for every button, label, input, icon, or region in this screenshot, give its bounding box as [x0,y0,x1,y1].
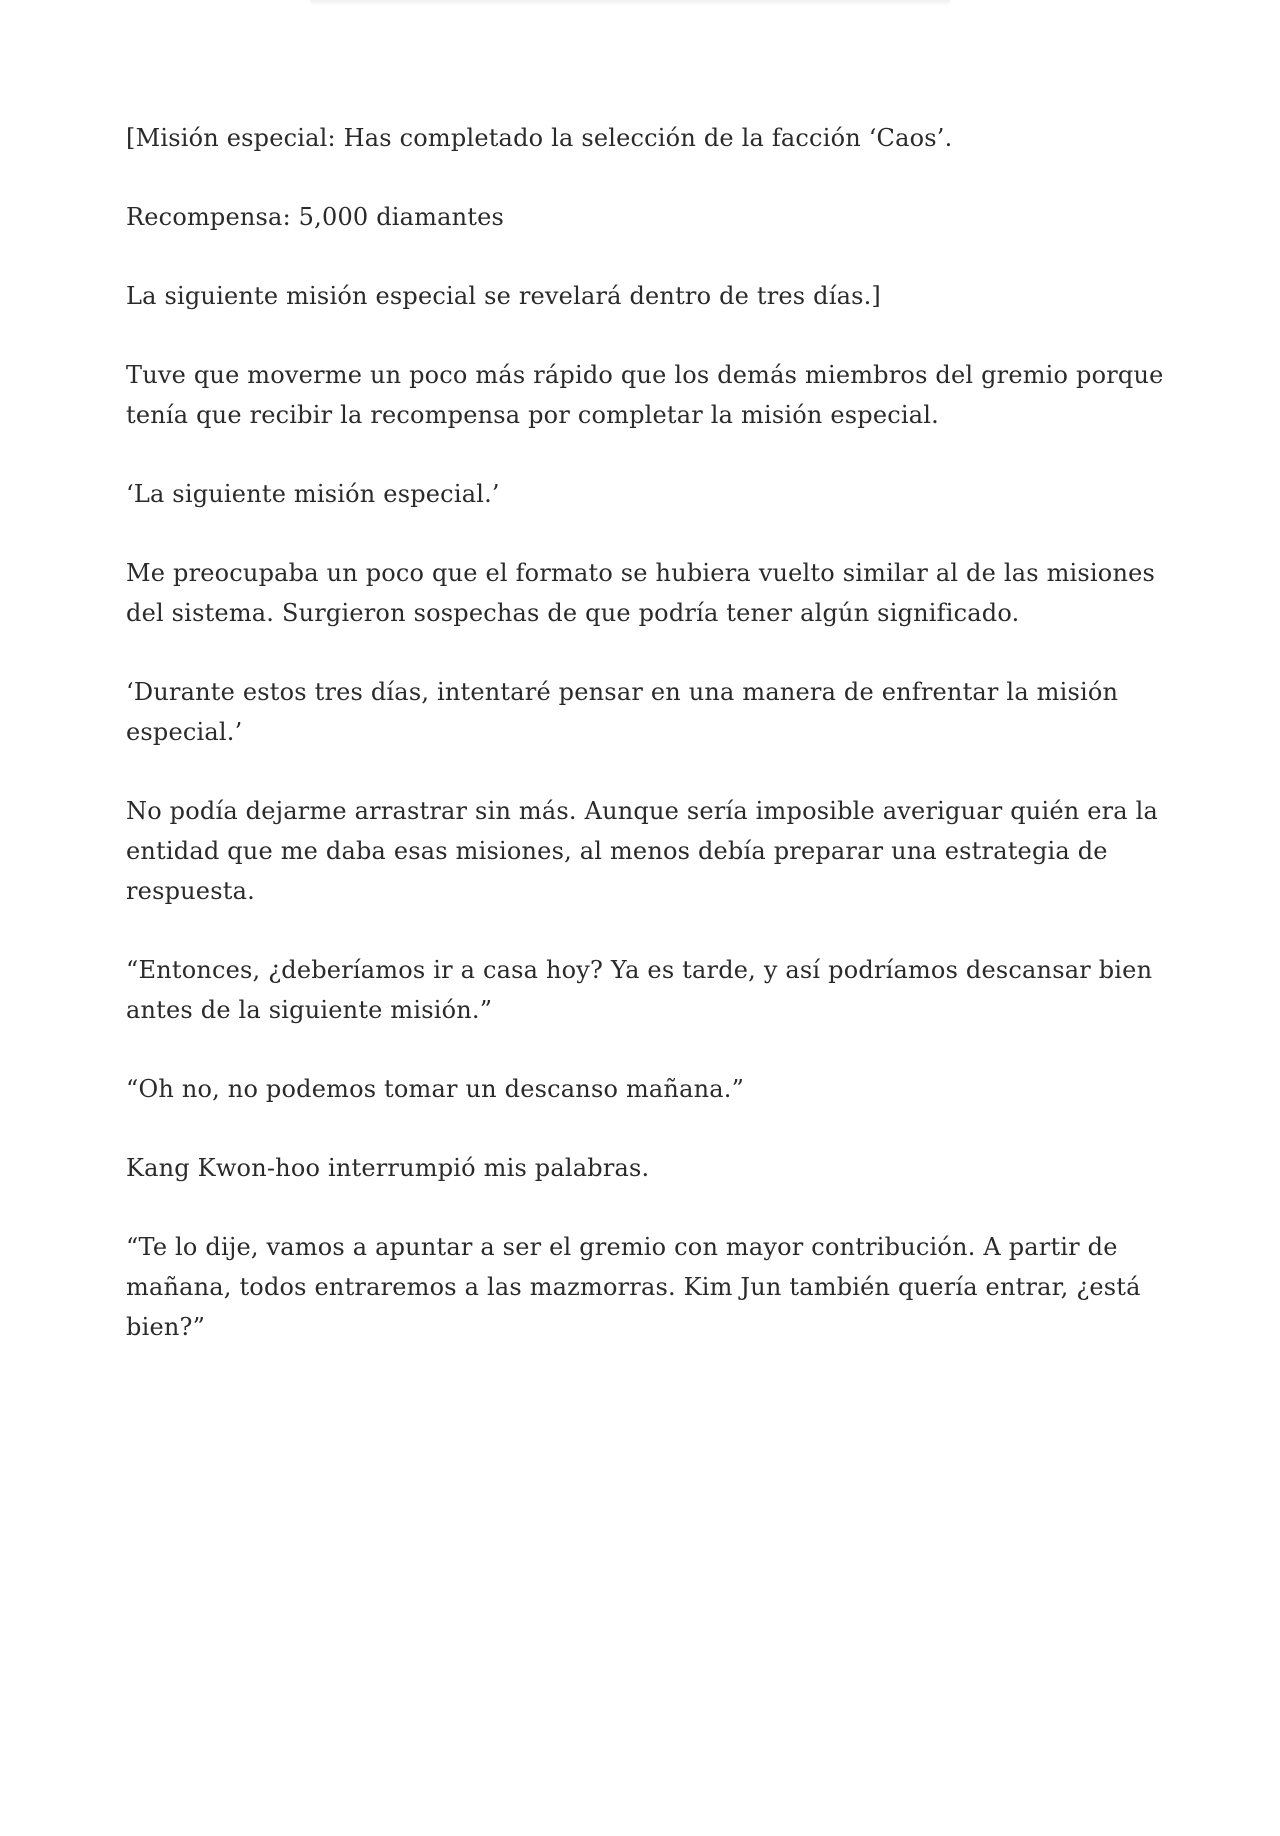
paragraph: [Misión especial: Has completado la selección de la facción ‘Caos’. [126,124,953,152]
document-body [126,118,1166,1386]
paragraph: No podía dejarme arrastrar sin más. Aunque sería imposible averiguar quién era la entidad que me daba esas misiones, al menos debía preparar una estrategia de respuesta. [126,797,1159,905]
paragraph: “Oh no, no podemos tomar un descanso mañana.” [126,1075,745,1103]
paragraph: La siguiente misión especial se revelará dentro de tres días.] [126,282,881,310]
paragraph: “Entonces, ¿deberíamos ir a casa hoy? Ya es tarde, y así podríamos descansar bien antes de la siguiente misión.” [126,956,1153,1024]
paragraph: ‘La siguiente misión especial.’ [126,480,500,508]
paragraph: ‘Durante estos tres días, intentaré pensar en una manera de enfrentar la misión especial.’ [126,678,1119,746]
paragraph: Kang Kwon-hoo interrumpió mis palabras. [126,1154,650,1182]
paragraph: Recompensa: 5,000 diamantes [126,203,505,231]
paragraph: Tuve que moverme un poco más rápido que los demás miembros del gremio porque tenía que recibir la recompensa por completar la misión especial. [126,361,1164,429]
top-edge-shadow [310,0,950,6]
paragraph: “Te lo dije, vamos a apuntar a ser el gremio con mayor contribución. A partir de mañana, todos entraremos a las mazmorras. Kim Jun también quería entrar, ¿está bien?” [126,1233,1141,1341]
paragraph: Me preocupaba un poco que el formato se hubiera vuelto similar al de las misiones del sistema. Surgieron sospechas de que podría tener algún significado. [126,559,1156,627]
